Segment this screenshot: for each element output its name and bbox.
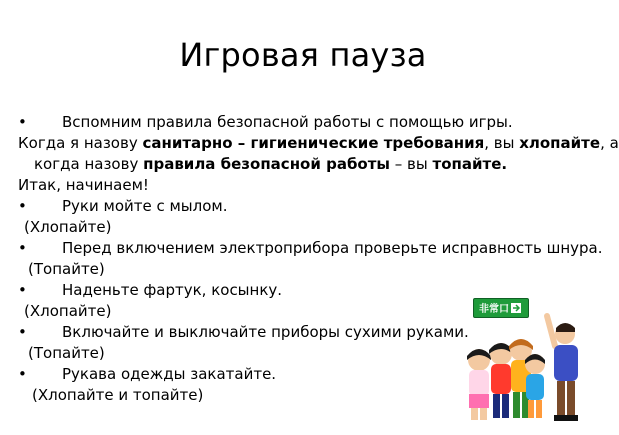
- children-with-teacher-illustration: [455, 298, 595, 428]
- child-figure: [525, 354, 545, 418]
- slide-title: Игровая пауза: [179, 36, 427, 74]
- child-figure: [489, 343, 513, 418]
- text-segment-bold: санитарно – гигиенические требования: [142, 134, 485, 152]
- text-segment-bold: правила безопасной работы: [143, 155, 390, 173]
- bullet-text: Перед включением электроприбора проверьте исправность шнура.: [62, 239, 603, 257]
- children-figures: [455, 298, 595, 428]
- bullet-dot: •: [18, 113, 27, 131]
- bullet-dot: •: [18, 197, 27, 215]
- response-line: (Топайте): [28, 344, 105, 362]
- response-line: (Хлопайте): [24, 218, 112, 236]
- text-segment: , а: [600, 134, 619, 152]
- response-line: (Хлопайте и топайте): [32, 386, 204, 404]
- child-figure: [467, 349, 491, 420]
- text-segment: когда назову: [34, 155, 144, 173]
- bullet-dot: •: [18, 365, 27, 383]
- bullet-dot: •: [18, 323, 27, 341]
- svg-text:非常口: 非常口: [479, 304, 509, 315]
- teacher-figure: [547, 316, 578, 421]
- bullet-text: Рукава одежды закатайте.: [62, 365, 277, 383]
- text-segment-bold: хлопайте: [519, 134, 601, 152]
- text-segment: , вы: [484, 134, 520, 152]
- bullet-dot: •: [18, 239, 27, 257]
- bullet-dot: •: [18, 281, 27, 299]
- bullet-text: Вспомним правила безопасной работы с помощью игры.: [62, 113, 513, 131]
- text-segment: – вы: [390, 155, 433, 173]
- bullet-text: Включайте и выключайте приборы сухими руками.: [62, 323, 469, 341]
- bullet-text: Наденьте фартук, косынку.: [62, 281, 283, 299]
- response-line: (Хлопайте): [24, 302, 112, 320]
- text-segment: Итак, начинаем!: [18, 176, 149, 194]
- text-segment: Когда я назову: [18, 134, 143, 152]
- text-segment-bold: топайте.: [432, 155, 508, 173]
- response-line: (Топайте): [28, 260, 105, 278]
- bullet-text: Руки мойте с мылом.: [62, 197, 228, 215]
